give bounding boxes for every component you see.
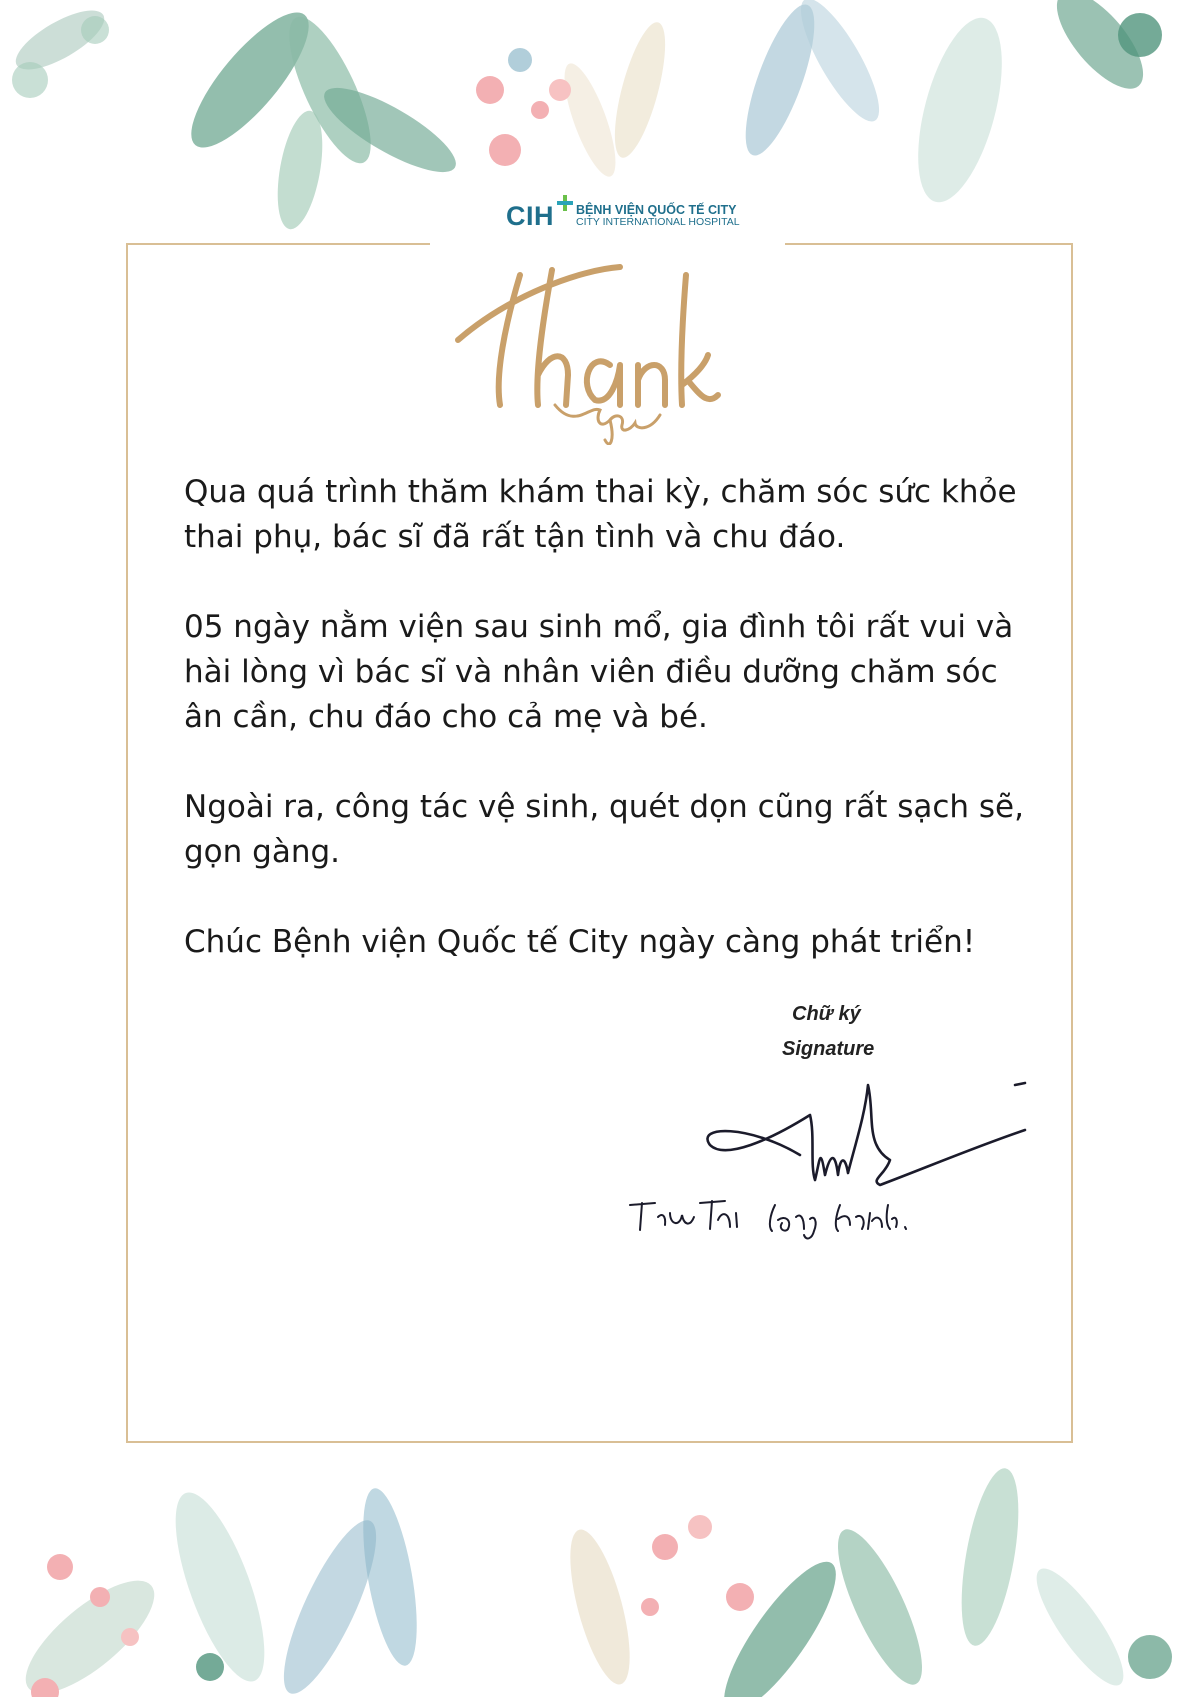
letter-paragraph: Ngoài ra, công tác vệ sinh, quét dọn cũng rất sạch sẽ, gọn gàng. [184,789,1024,870]
bottom-floral-decoration [0,1437,1200,1697]
hospital-logo [506,196,740,236]
hospital-name-en: CITY INTERNATIONAL HOSPITAL [576,216,740,229]
handwritten-signature [600,1045,1030,1245]
hospital-name-vi: BỆNH VIỆN QUỐC TẾ CITY [576,202,737,217]
signature-label-en: Signature [782,1038,875,1060]
letter-paragraph: Chúc Bệnh viện Quốc tế City ngày càng phát triển! [184,924,976,960]
letter-paragraph: Qua quá trình thăm khám thai kỳ, chăm sóc sức khỏe thai phụ, bác sĩ đã rất tận tình và chu đáo. [184,474,1017,555]
medical-cross-icon [557,195,573,211]
logo-mark [506,200,554,231]
signature-label-vi: Chữ ký [792,1003,861,1025]
frame-gap [430,236,785,252]
logo-mark-text: CIH [506,200,554,231]
letter-paragraph: 05 ngày nằm viện sau sinh mổ, gia đình tôi rất vui và hài lòng vì bác sĩ và nhân viên điều dưỡng chăm sóc ân cần, chu đáo cho cả mẹ và bé. [184,609,1014,735]
thank-you-lettering [450,255,730,445]
letter-body [184,470,1044,1010]
logo-text [576,204,740,228]
